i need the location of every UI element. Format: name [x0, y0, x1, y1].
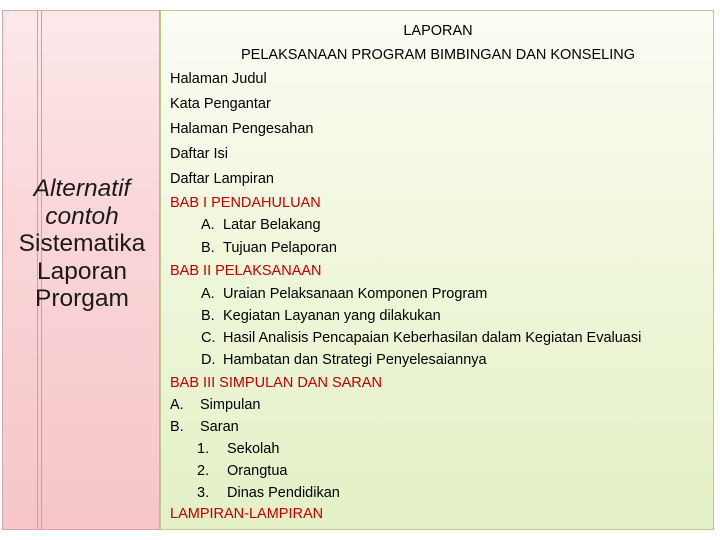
outline-panel: [160, 10, 714, 530]
outline-item: Halaman Pengesahan: [170, 121, 314, 137]
outline-item: Daftar Lampiran: [170, 171, 274, 187]
outline-subitem: B. Tujuan Pelaporan: [201, 240, 337, 256]
side-title-line: Alternatif: [33, 175, 131, 202]
appendix-heading: LAMPIRAN-LAMPIRAN: [170, 506, 324, 522]
outline-subitem: A. Latar Belakang: [201, 217, 321, 233]
doc-subtitle: PELAKSANAAN PROGRAM BIMBINGAN DAN KONSELING: [240, 47, 635, 63]
side-title-line: Prorgam: [35, 285, 129, 312]
outline-subsubitem: 3. Dinas Pendidikan: [197, 485, 340, 501]
outline-item: Halaman Judul: [170, 71, 267, 87]
doc-title: LAPORAN: [403, 23, 473, 39]
outline-subitem: A. Uraian Pelaksanaan Komponen Program: [201, 286, 488, 302]
outline-subitem: D. Hambatan dan Strategi Penyelesaiannya: [201, 352, 487, 368]
chapter-heading: BAB III SIMPULAN DAN SARAN: [170, 375, 382, 391]
outline-item: Kata Pengantar: [170, 96, 271, 112]
outline-item: Daftar Isi: [170, 146, 229, 162]
chapter-heading: BAB I PENDAHULUAN: [170, 195, 321, 211]
chapter-heading: BAB II PELAKSANAAN: [170, 263, 322, 279]
side-title: [3, 175, 161, 313]
outline-subsubitem: 2. Orangtua: [197, 463, 288, 479]
outline-subsubitem: 1. Sekolah: [197, 441, 280, 457]
side-title-panel: [2, 10, 160, 530]
side-title-line: Laporan: [37, 257, 127, 285]
outline-subitem: C. Hasil Analisis Pencapaian Keberhasilan dalam Kegiatan Evaluasi: [201, 330, 642, 346]
outline-subitem: A. Simpulan: [170, 397, 261, 413]
side-title-line: contoh: [45, 202, 119, 230]
side-title-line: Sistematika: [18, 230, 146, 257]
outline-subitem: B. Saran: [170, 419, 239, 435]
outline-subitem: B. Kegiatan Layanan yang dilakukan: [201, 308, 441, 324]
